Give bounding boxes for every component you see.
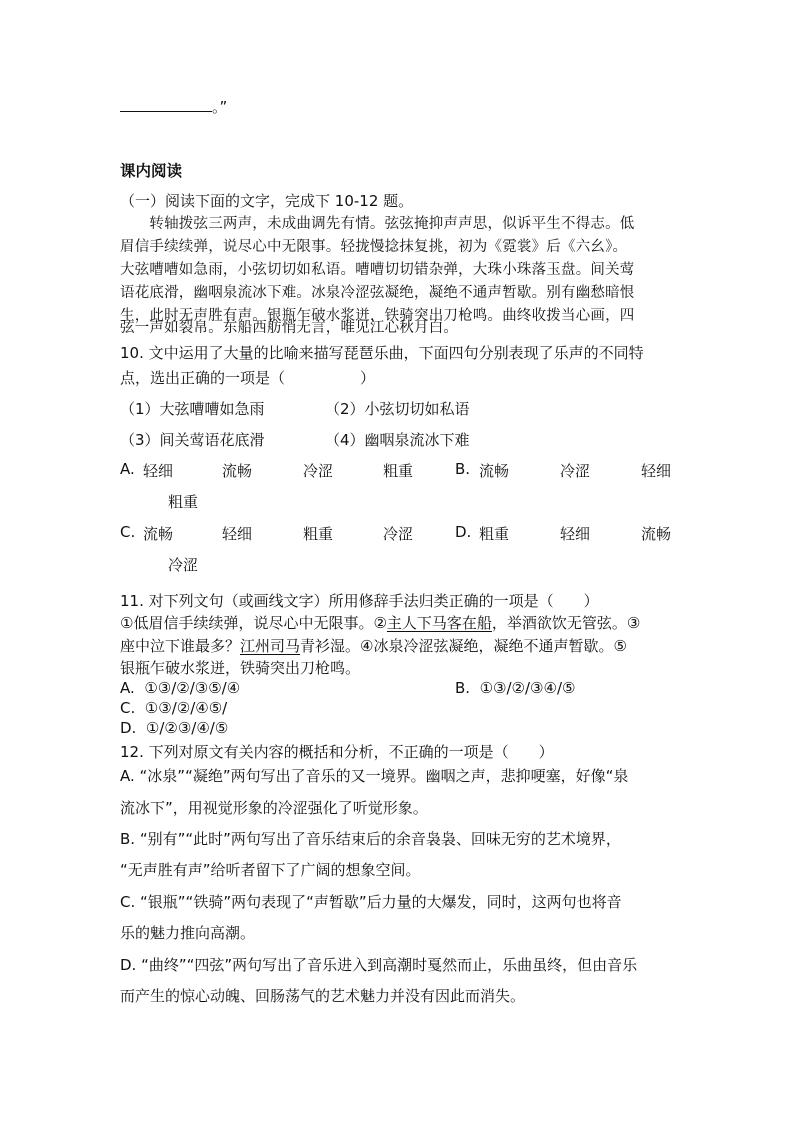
fill-blank-tail: 。” (212, 98, 228, 116)
fill-blank-line (120, 96, 227, 117)
q11-sentence-line (120, 612, 640, 633)
q10-item: （3）间关莺语花底滑 (120, 431, 265, 449)
q10-option-a-word: 流畅 (222, 462, 253, 480)
q11-text: ①低眉信手续续弹，说尽心中无限事。② (120, 614, 387, 632)
q11-option-d (120, 719, 228, 737)
q10-option-c-word: 冷涩 (383, 525, 414, 543)
q10-option-b-word: 流畅 (479, 462, 510, 480)
passage-line: 生，此时无声胜有声。银瓶乍破水浆迸，铁骑突出刀枪鸣。曲终收拨当心画，四 (120, 308, 635, 324)
q10-item: （4）幽咽泉流冰下难 (325, 431, 470, 449)
q11-option-c-label: C. (120, 699, 136, 717)
q12-line: 而产生的惊心动魄、回肠荡气的艺术魅力并没有因此而消失。 (120, 987, 526, 1005)
q11-option-b (455, 679, 575, 697)
q11-text: 座中泣下谁最多？ (120, 637, 241, 655)
q11-option-a-text: ①③/②/③⑤/④ (144, 679, 241, 697)
part1-instruction: （一）阅读下面的文字，完成下 10-12 题。 (120, 192, 414, 210)
q12-line: 流冰下”，用视觉形象的冷涩强化了听觉形象。 (120, 799, 428, 817)
q12-stem: 12. 下列对原文有关内容的概括和分析，不正确的一项是（ ） (120, 743, 554, 761)
q11-stem: 11. 对下列文句（或画线文字）所用修辞手法归类正确的一项是（ ） (120, 592, 599, 610)
q11-option-c (120, 699, 227, 717)
q10-option-d-word: 冷涩 (168, 556, 199, 574)
q12-line: C. “银瓶”“铁骑”两句表现了“声暂歇”后力量的大爆发，同时，这两句也将音 (120, 893, 622, 911)
q10-option-d-word: 流畅 (641, 525, 672, 543)
q11-option-b-text: ①③/②/③④/⑤ (479, 679, 576, 697)
q10-item: （2）小弦切切如私语 (325, 400, 470, 418)
passage-line: 弦一声如裂帛。东船西舫悄无言，唯见江心秋月白。 (120, 320, 459, 336)
q10-option-d-word: 粗重 (479, 525, 510, 543)
q10-option-a-label: A. (120, 460, 135, 478)
q10-option-d-word: 轻细 (560, 525, 591, 543)
q10-stem-cont: 点，选出正确的一项是（ ） (120, 369, 376, 387)
q10-option-b-word: 粗重 (168, 493, 199, 511)
q12-line: “无声胜有声”给听者留下了广阔的想象空间。 (120, 861, 421, 879)
q10-option-a-word: 轻细 (143, 462, 174, 480)
q11-option-a-label: A. (120, 679, 135, 697)
q10-option-b-label: B. (455, 460, 471, 478)
q10-stem: 10. 文中运用了大量的比喻来描写琵琶乐曲，下面四句分别表现了乐声的不同特 (120, 344, 644, 362)
q11-option-c-text: ①③/②/④⑤/ (144, 699, 228, 717)
q12-line: D. “曲终”“四弦”两句写出了音乐进入到高潮时戛然而止，乐曲虽终，但由音乐 (120, 956, 638, 974)
passage-line: 语花底滑，幽咽泉流冰下难。冰泉冷涩弦凝绝，凝绝不通声暂歇。别有幽愁暗恨 (120, 285, 635, 301)
q10-option-b-word: 轻细 (641, 462, 672, 480)
q12-line: A. “冰泉”“凝绝”两句写出了音乐的又一境界。幽咽之声，悲抑哽塞，好像“泉 (120, 767, 629, 785)
q10-option-c-word: 轻细 (222, 525, 253, 543)
q11-option-b-label: B. (455, 679, 471, 697)
q10-option-c-word: 流畅 (143, 525, 174, 543)
q11-option-d-label: D. (120, 719, 137, 737)
q10-option-a-word: 粗重 (383, 462, 414, 480)
passage-line: 眉信手续续弹，说尽心中无限事。轻拢慢捻抹复挑，初为《霓裳》后《六幺》。 (120, 239, 628, 255)
q11-option-a (120, 679, 240, 697)
passage-line: 大弦嘈嘈如急雨，小弦切切如私语。嘈嘈切切错杂弹，大珠小珠落玉盘。间关莺 (120, 262, 635, 278)
q11-underlined-text: 江州司马 (240, 637, 301, 655)
q10-item: （1）大弦嘈嘈如急雨 (120, 400, 265, 418)
q11-text: ，举酒欲饮无管弦。③ (491, 614, 641, 632)
q11-sentence-line: 银瓶乍破水浆迸，铁骑突出刀枪鸣。 (120, 659, 361, 677)
q11-sentence-line (120, 635, 627, 656)
q11-option-d-text: ①/②③/④/⑤ (145, 719, 229, 737)
answer-blank (120, 97, 212, 112)
section-title: 课内阅读 (120, 162, 183, 180)
q11-text: 青衫湿。④冰泉冷涩弦凝绝，凝绝不通声暂歇。⑤ (300, 637, 627, 655)
q11-underlined-text: 主人下马客在船 (386, 614, 492, 632)
passage-line: 转轴拨弦三两声，未成曲调先有情。弦弦掩抑声声思，似诉平生不得志。低 (120, 216, 635, 232)
q12-line: B. “别有”“此时”两句写出了音乐结束后的余音袅袅、回味无穷的艺术境界， (120, 830, 621, 848)
q10-option-a-word: 冷涩 (303, 462, 334, 480)
q10-option-b-word: 冷涩 (560, 462, 591, 480)
q10-option-c-label: C. (120, 523, 136, 541)
q10-option-c-word: 粗重 (303, 525, 334, 543)
q10-option-d-label: D. (455, 523, 472, 541)
q12-line: 乐的魅力推向高潮。 (120, 924, 256, 942)
